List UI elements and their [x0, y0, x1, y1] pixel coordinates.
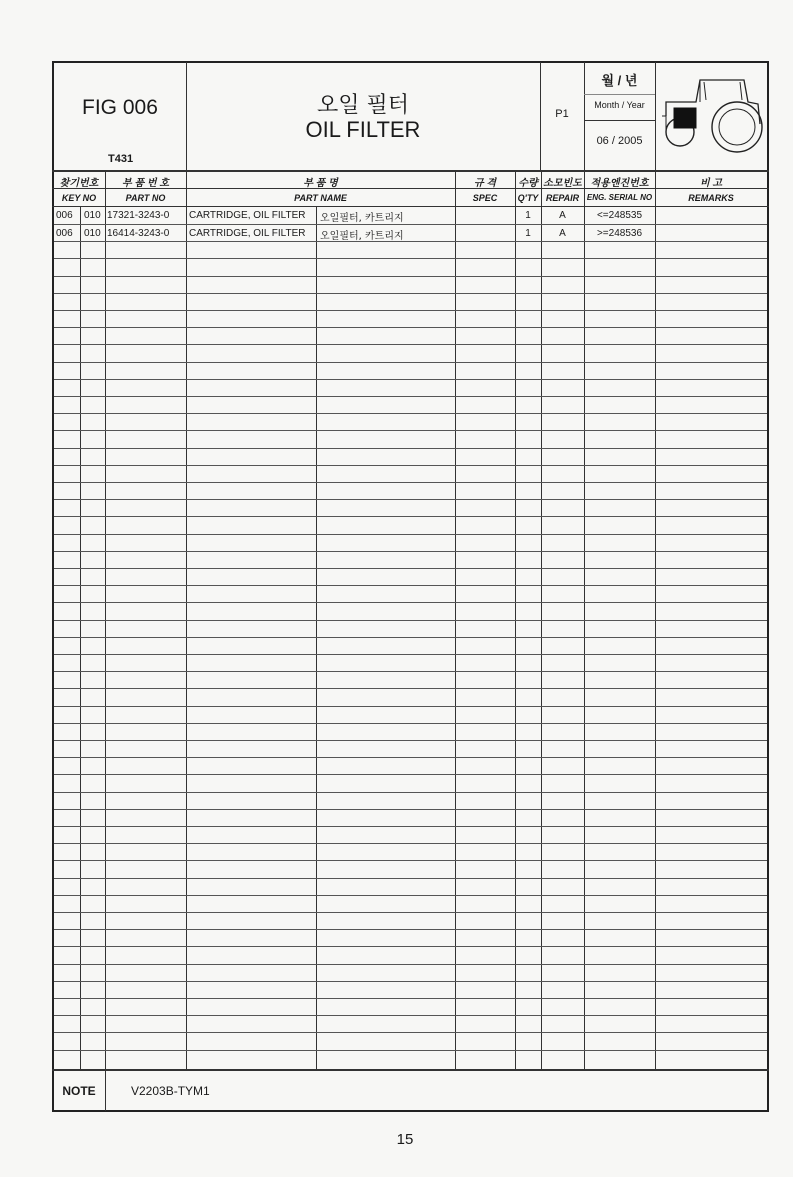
page-number: 15	[396, 1131, 414, 1148]
table-rule-line	[54, 757, 767, 758]
table-rule-line	[54, 740, 767, 741]
column-line	[316, 207, 317, 1070]
model-code: T431	[108, 153, 134, 165]
col-remarks-ko: 비 고	[699, 178, 723, 189]
col-part-no-en: PART NO	[125, 193, 166, 203]
table-rule-line	[54, 362, 767, 363]
title-korean: 오일 필터	[316, 93, 409, 118]
table-rule-line	[54, 568, 767, 569]
table-rule-line	[54, 344, 767, 345]
col-spec-en: SPEC	[472, 193, 498, 203]
row-repair: A	[559, 228, 566, 239]
table-rule-line	[54, 602, 767, 603]
row-serial: <=248535	[596, 210, 643, 221]
col-key-no-ko: 찾기번호	[59, 178, 99, 189]
table-rule-line	[54, 465, 767, 466]
table-rule-line	[54, 860, 767, 861]
table-rule-line	[54, 998, 767, 999]
table-rule-line	[54, 1015, 767, 1016]
table-rule-line	[54, 396, 767, 397]
issue-date: 06 / 2005	[596, 135, 643, 147]
month-year-label-en: Month / Year	[594, 100, 645, 110]
row-name-en: CARTRIDGE, OIL FILTER	[189, 228, 306, 239]
table-rule-line	[54, 809, 767, 810]
page-code: P1	[555, 108, 569, 120]
footer-divider	[105, 1070, 106, 1111]
table-rule-line	[54, 774, 767, 775]
table-rule-line	[54, 241, 767, 242]
month-year-label-ko: 월 / 년	[601, 73, 638, 88]
table-rule-line	[54, 413, 767, 414]
table-rule-line	[54, 671, 767, 672]
table-rule-line	[54, 1032, 767, 1033]
column-header-bottom	[52, 206, 769, 207]
table-rule-line	[54, 620, 767, 621]
table-rule-line	[54, 327, 767, 328]
table-rule-line	[54, 843, 767, 844]
col-key-no-en: KEY NO	[61, 193, 97, 203]
row-part-no: 17321-3243-0	[107, 210, 170, 221]
row-sub: 010	[84, 228, 101, 239]
table-rule-line	[54, 723, 767, 724]
fig-label: FIG 006	[82, 96, 158, 119]
table-rule-line	[54, 430, 767, 431]
table-rule-line	[54, 448, 767, 449]
row-key: 006	[56, 210, 73, 221]
table-rule-line	[54, 688, 767, 689]
col-remarks-en: REMARKS	[688, 193, 734, 203]
row-qty: 1	[525, 210, 531, 221]
col-serial-en: ENG. SERIAL NO	[586, 193, 653, 202]
header-divider	[584, 94, 655, 95]
table-rule-line	[54, 224, 767, 225]
footer-top-border	[52, 1069, 769, 1071]
column-line	[80, 207, 81, 1070]
table-rule-line	[54, 499, 767, 500]
table-rule-line	[54, 310, 767, 311]
table-rule-line	[54, 293, 767, 294]
col-repair-ko: 소모빈도	[543, 178, 582, 189]
table-rule-line	[54, 929, 767, 930]
row-sub: 010	[84, 210, 101, 221]
title-english: OIL FILTER	[305, 117, 421, 142]
tractor-icon	[660, 72, 764, 158]
row-serial: >=248536	[596, 228, 643, 239]
table-rule-line	[54, 258, 767, 259]
table-rule-line	[54, 482, 767, 483]
col-part-name-ko: 부 품 명	[303, 178, 338, 189]
table-rule-line	[54, 516, 767, 517]
table-rule-line	[54, 534, 767, 535]
table-rule-line	[54, 706, 767, 707]
col-spec-ko: 규 격	[473, 178, 497, 189]
table-rule-line	[54, 1050, 767, 1051]
row-name-en: CARTRIDGE, OIL FILTER	[189, 210, 306, 221]
table-rule-line	[54, 585, 767, 586]
col-qty-en: Q'TY	[517, 193, 539, 203]
table-rule-line	[54, 654, 767, 655]
table-rule-line	[54, 912, 767, 913]
header-divider	[655, 62, 656, 170]
row-name-ko: 오일필터, 카트리지	[320, 213, 404, 224]
table-rule-line	[54, 792, 767, 793]
row-name-ko: 오일필터, 카트리지	[320, 231, 404, 242]
table-rule-line	[54, 276, 767, 277]
header-bottom-border	[52, 170, 769, 172]
table-rule-line	[54, 946, 767, 947]
col-part-name-en: PART NAME	[294, 193, 347, 203]
row-qty: 1	[525, 228, 531, 239]
col-repair-en: REPAIR	[545, 193, 580, 203]
note-label: NOTE	[62, 1084, 96, 1098]
table-rule-line	[54, 826, 767, 827]
table-rule-line	[54, 637, 767, 638]
table-rule-line	[54, 878, 767, 879]
col-part-no-ko: 부 품 번 호	[122, 178, 169, 189]
note-text: V2203B-TYM1	[131, 1084, 210, 1098]
table-rule-line	[54, 964, 767, 965]
col-qty-ko: 수량	[518, 178, 538, 189]
table-rule-line	[54, 895, 767, 896]
table-rule-line	[54, 551, 767, 552]
header-divider	[584, 120, 655, 121]
col-serial-ko: 적용엔진번호	[590, 178, 649, 189]
table-rule-line	[54, 379, 767, 380]
row-part-no: 16414-3243-0	[107, 228, 170, 239]
row-repair: A	[559, 210, 566, 221]
row-key: 006	[56, 228, 73, 239]
table-rule-line	[54, 981, 767, 982]
